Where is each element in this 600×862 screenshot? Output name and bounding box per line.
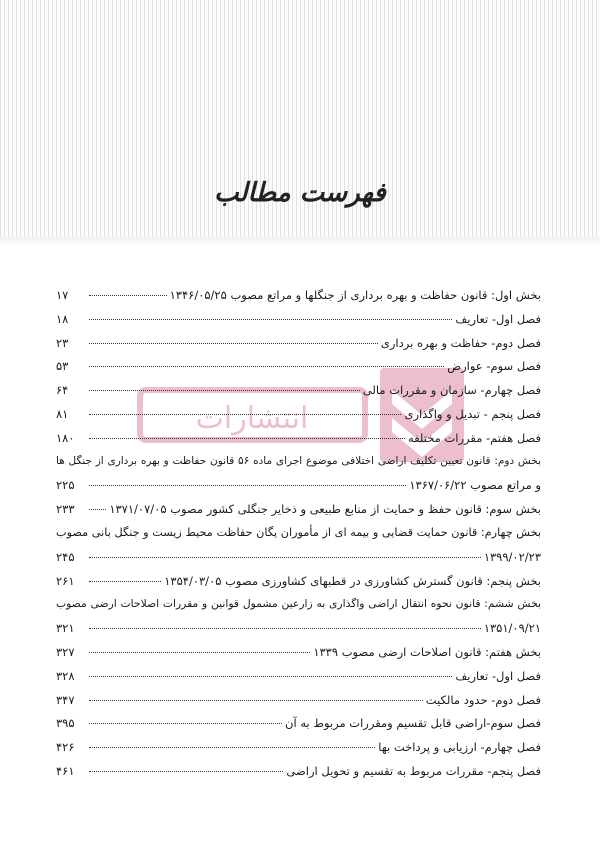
toc-row-part-2[interactable]: و مراتع مصوب ۱۳۶۷/۰۶/۲۲ ۲۲۵ (56, 478, 541, 493)
toc-row-part-7-ch-2[interactable]: فصل دوم- حدود مالکیت ۳۴۷ (56, 692, 541, 707)
toc-row-part-7-ch-1[interactable]: فصل اول- تعاریف ۳۲۸ (56, 668, 541, 683)
watermark-text: انتشارات (195, 401, 309, 436)
toc-row-part-4-line-1[interactable]: بخش چهارم: قانون حمایت قضایی و بیمه ای از مأموران یگان حفاظت محیط زیست و جنگل بانی مصوب (56, 525, 541, 539)
toc-row-part-3[interactable]: بخش سوم: قانون حفظ و حمایت از منابع طبیعی و ذخایر جنگلی کشور مصوب ۱۳۷۱/۰۷/۰۵ ۲۳۳ (56, 502, 541, 517)
toc-row-part-7-ch-4[interactable]: فصل چهارم- ارزیابی و پرداخت بها ۴۲۶ (56, 740, 541, 755)
toc-row-part-1-ch-7[interactable]: فصل هفتم- مقررات مختلفه ۱۸۰ (56, 430, 541, 445)
toc-row-part-4[interactable]: ۱۳۹۹/۰۲/۲۳ ۲۴۵ (56, 549, 541, 564)
toc-row-part-1[interactable]: بخش اول: قانون حفاظت و بهره برداری از جنگلها و مراتع مصوب ۱۳۴۶/۰۵/۲۵ ۱۷ (56, 288, 541, 302)
toc-row-part-1-ch-1[interactable]: فصل اول- تعاریف ۱۸ (56, 311, 541, 326)
toc-row-part-6-line-1[interactable]: بخش ششم: قانون نحوه انتقال اراضی واگذاری به زارعین مشمول قوانین و مقررات اصلاحات ارضی مصوب (56, 597, 541, 611)
page-title: فهرست مطالب (214, 178, 386, 208)
toc-row-part-7-ch-3[interactable]: فصل سوم-اراضی قابل تقسیم ومقررات مربوط به آن ۳۹۵ (56, 716, 541, 731)
toc-row-part-1-ch-3[interactable]: فصل سوم- عوارض ۵۳ (56, 359, 541, 374)
toc-row-part-2-line-1[interactable]: بخش دوم: قانون تعیین تکلیف اراضی اختلافی موضوع اجرای ماده ۵۶ قانون حفاظت و بهره برداری از جنگل ها (56, 454, 541, 467)
toc-row-part-1-ch-5[interactable]: فصل پنجم - تبدیل و واگذاری ۸۱ (56, 406, 541, 421)
toc-row-part-1-ch-4[interactable]: فصل چهارم- سازمان و مقررات مالی ۶۴ (56, 383, 541, 398)
toc-row-part-7-ch-5[interactable]: فصل پنجم- مقررات مربوط به تقسیم و تحویل اراضی ۴۶۱ (56, 763, 541, 778)
toc-row-part-6[interactable]: ۱۳۵۱/۰۹/۲۱ ۳۲۱ (56, 621, 541, 636)
toc-row-part-1-ch-2[interactable]: فصل دوم- حفاظت و بهره برداری ۲۳ (56, 335, 541, 350)
table-of-contents (56, 288, 541, 788)
toc-row-part-5[interactable]: بخش پنجم: قانون گسترش کشاورزی در قطبهای کشاورزی مصوب ۱۳۵۴/۰۳/۰۵ ۲۶۱ (56, 573, 541, 588)
header-band (0, 0, 600, 246)
toc-row-part-7[interactable]: بخش هفتم: قانون اصلاحات ارضی مصوب ۱۳۳۹ ۳۲۷ (56, 644, 541, 659)
